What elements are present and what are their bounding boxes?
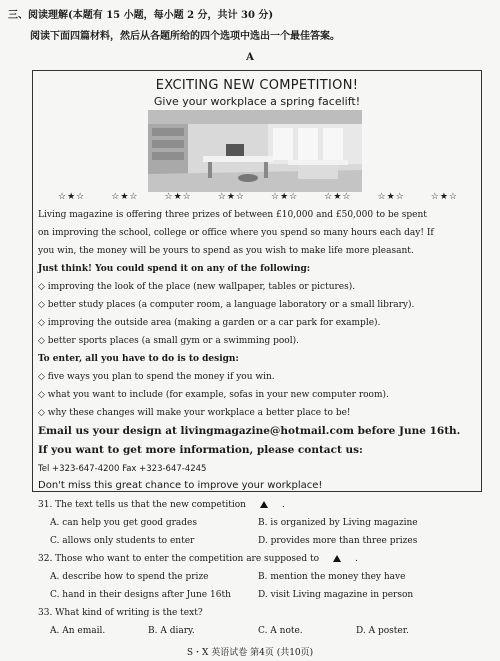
question-stem: 32. Those who want to enter the competition are supposed to bbox=[38, 554, 320, 564]
q31-option-a: A. can help you get good grades bbox=[50, 518, 197, 528]
q32-option-d: D. visit Living magazine in person bbox=[258, 590, 414, 600]
q32-option-b: B. mention the money they have bbox=[258, 572, 406, 582]
star-group: ☆★☆ bbox=[271, 192, 299, 202]
spend-heading: Just think! You could spend it on any of the following: bbox=[38, 264, 311, 274]
enter-item: ◇ what you want to include (for example, sofas in your new computer room). bbox=[38, 390, 389, 400]
star-divider bbox=[58, 192, 458, 202]
q33-option-b: B. A diary. bbox=[148, 626, 195, 636]
ad-closing: Don't miss this great chance to improve your workplace! bbox=[38, 480, 323, 491]
info-line: If you want to get more information, please contact us: bbox=[38, 444, 363, 456]
spend-item: ◇ better sports places (a small gym or a swimming pool). bbox=[38, 336, 299, 346]
q32-option-a: A. describe how to spend the prize bbox=[50, 572, 209, 582]
page-footer: S・X 英语试卷 第4页 (共10页) bbox=[186, 648, 314, 658]
question-31: 31. The text tells us that the new competition . bbox=[38, 500, 285, 510]
star-group: ☆★☆ bbox=[430, 192, 458, 202]
spend-item: ◇ improving the outside area (making a garden or a car park for example). bbox=[38, 318, 381, 328]
star-group: ☆★☆ bbox=[164, 192, 192, 202]
q32-option-c: C. hand in their designs after June 16th bbox=[50, 590, 231, 600]
ad-intro-line: you win, the money will be yours to spend as you wish to make life more pleasant. bbox=[38, 246, 414, 256]
office-photo bbox=[148, 110, 362, 192]
section-instruction: 阅读下面四篇材料，然后从各题所给的四个选项中选出一个最佳答案。 bbox=[30, 31, 340, 42]
blank-marker-icon bbox=[333, 555, 341, 562]
enter-item: ◇ five ways you plan to spend the money if you win. bbox=[38, 372, 275, 382]
star-group: ☆★☆ bbox=[58, 192, 86, 202]
question-33: 33. What kind of writing is the text? bbox=[38, 608, 203, 618]
ad-intro-line: Living magazine is offering three prizes of between £10,000 and £50,000 to be spent bbox=[38, 210, 427, 220]
star-group: ☆★☆ bbox=[111, 192, 139, 202]
q33-option-c: C. A note. bbox=[258, 626, 303, 636]
enter-heading: To enter, all you have to do is to design: bbox=[38, 354, 239, 364]
ad-intro-line: on improving the school, college or office where you spend so many hours each day! If bbox=[38, 228, 434, 238]
question-32: 32. Those who want to enter the competition are supposed to . bbox=[38, 554, 358, 564]
passage-letter: A bbox=[246, 52, 254, 63]
contact-line: Tel +323-647-4200 Fax +323-647-4245 bbox=[38, 464, 207, 474]
q31-option-c: C. allows only students to enter bbox=[50, 536, 195, 546]
email-line: Email us your design at livingmagazine@hotmail.com before June 16th. bbox=[38, 425, 461, 437]
section-title: 三、阅读理解(本题有 15 小题，每小题 2 分，共计 30 分) bbox=[8, 10, 274, 21]
q31-option-d: D. provides more than three prizes bbox=[258, 536, 418, 546]
star-group: ☆★☆ bbox=[324, 192, 352, 202]
ad-headline: EXCITING NEW COMPETITION! bbox=[155, 78, 359, 93]
spend-item: ◇ improving the look of the place (new wallpaper, tables or pictures). bbox=[38, 282, 356, 292]
ad-subheadline: Give your workplace a spring facelift! bbox=[153, 95, 361, 108]
enter-item: ◇ why these changes will make your workplace a better place to be! bbox=[38, 408, 351, 418]
star-group: ☆★☆ bbox=[377, 192, 405, 202]
star-group: ☆★☆ bbox=[217, 192, 245, 202]
q33-option-a: A. An email. bbox=[50, 626, 106, 636]
question-stem: 31. The text tells us that the new competition bbox=[38, 500, 246, 510]
blank-marker-icon bbox=[260, 501, 268, 508]
spend-item: ◇ better study places (a computer room, a language laboratory or a small library). bbox=[38, 300, 415, 310]
q31-option-b: B. is organized by Living magazine bbox=[258, 518, 418, 528]
q33-option-d: D. A poster. bbox=[356, 626, 409, 636]
